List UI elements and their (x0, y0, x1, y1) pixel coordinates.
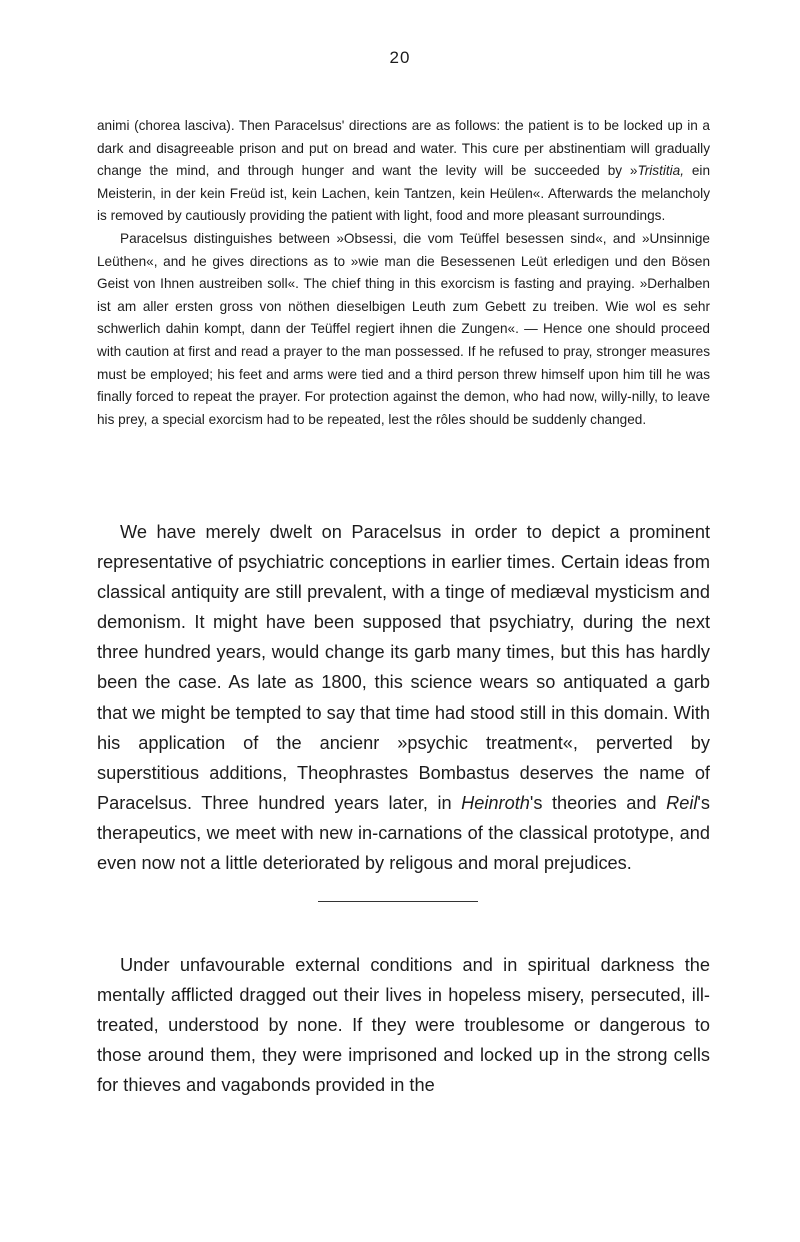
large-text-block-1 (97, 517, 710, 878)
paragraph-3 (97, 517, 710, 878)
paragraph-3-text-c: 's therapeutics, we meet with new in-carnations of the classical prototype, and even now not a little deteriorated by religous and moral prejudices. (97, 792, 710, 874)
page-number: 20 (389, 48, 411, 67)
large-text-block-2 (97, 950, 710, 1100)
tristitia-italic: Tristitia, (637, 163, 685, 179)
paragraph-3-text-a: We have merely dwelt on Paracelsus in order to depict a prominent representative of psychiatric conceptions in earlier times. Certain ideas from classical antiquity are still prevalent, with a tinge of mediæval mysticism and demonism. It might have been supposed that psychiatry, during the next three hundred years, would change its garb many times, but this has hardly been the case. As late as 1800, this science wears so antiquated a garb that we might be tempted to say that time had stood still in this domain. With his application of the ancienr »psychic treatment«, perverted by superstitious additions, Theophrastes Bombastus deserves the name of Paracelsus. Three hundred years later, in (97, 522, 710, 813)
paragraph-1-text-a: animi (chorea lasciva). Then Paracelsus' directions are as follows: the patient is to be locked up in a dark and disagreeable prison and put on bread and water. This cure per abstinentiam will gradually change the mind, and through hunger and want the levity will be succeeded by » (97, 118, 710, 179)
reil-italic: Reil (666, 792, 698, 813)
small-text-block (97, 115, 710, 431)
section-divider (318, 901, 478, 902)
paragraph-2: Paracelsus distinguishes between »Obsessi, die vom Teüffel besessen sind«, and »Unsinnige Leüthen«, and he gives directions as to »wie man die Besessenen Leüt erledigen und den Bösen Geist von Ihnen austreiben soll«. The chief thing in this exorcism is fasting and praying. »Derhalben ist am aller ersten gross von nöthen dieselbigen Leuth zum Gebett zu treiben. Wie wol es sehr schwerlich dahin kompt, dann der Teüffel regiert ihnen die Zungen«. — Hence one should proceed with caution at first and read a prayer to the man possessed. If he refused to pray, stronger measures must be employed; his feet and arms were tied and a third person threw himself upon him till he was finally forced to repeat the prayer. For protection against the demon, who had now, willy-nilly, to leave his prey, a special exorcism had to be repeated, lest the rôles should be suddenly changed. (97, 230, 710, 427)
paragraph-3-text-b: 's theories and (529, 792, 667, 813)
paragraph-4: Under unfavourable external conditions and in spiritual darkness the mentally afflicted dragged out their lives in hopeless misery, persecuted, ill-treated, understood by none. If they were troublesome or dangerous to those around them, they were imprisoned and locked up in the strong cells for thieves and vagabonds provided in the (97, 955, 710, 1096)
paragraph-1-text-b: ein Meisterin, in der kein Freüd ist, kein Lachen, kein Tantzen, kein Heülen«. Afterwards the melancholy is removed by cautiously providing the patient with light, food and more pleasant surroundings. (97, 163, 711, 224)
heinroth-italic: Heinroth (461, 792, 530, 813)
paragraph-1 (97, 115, 710, 228)
